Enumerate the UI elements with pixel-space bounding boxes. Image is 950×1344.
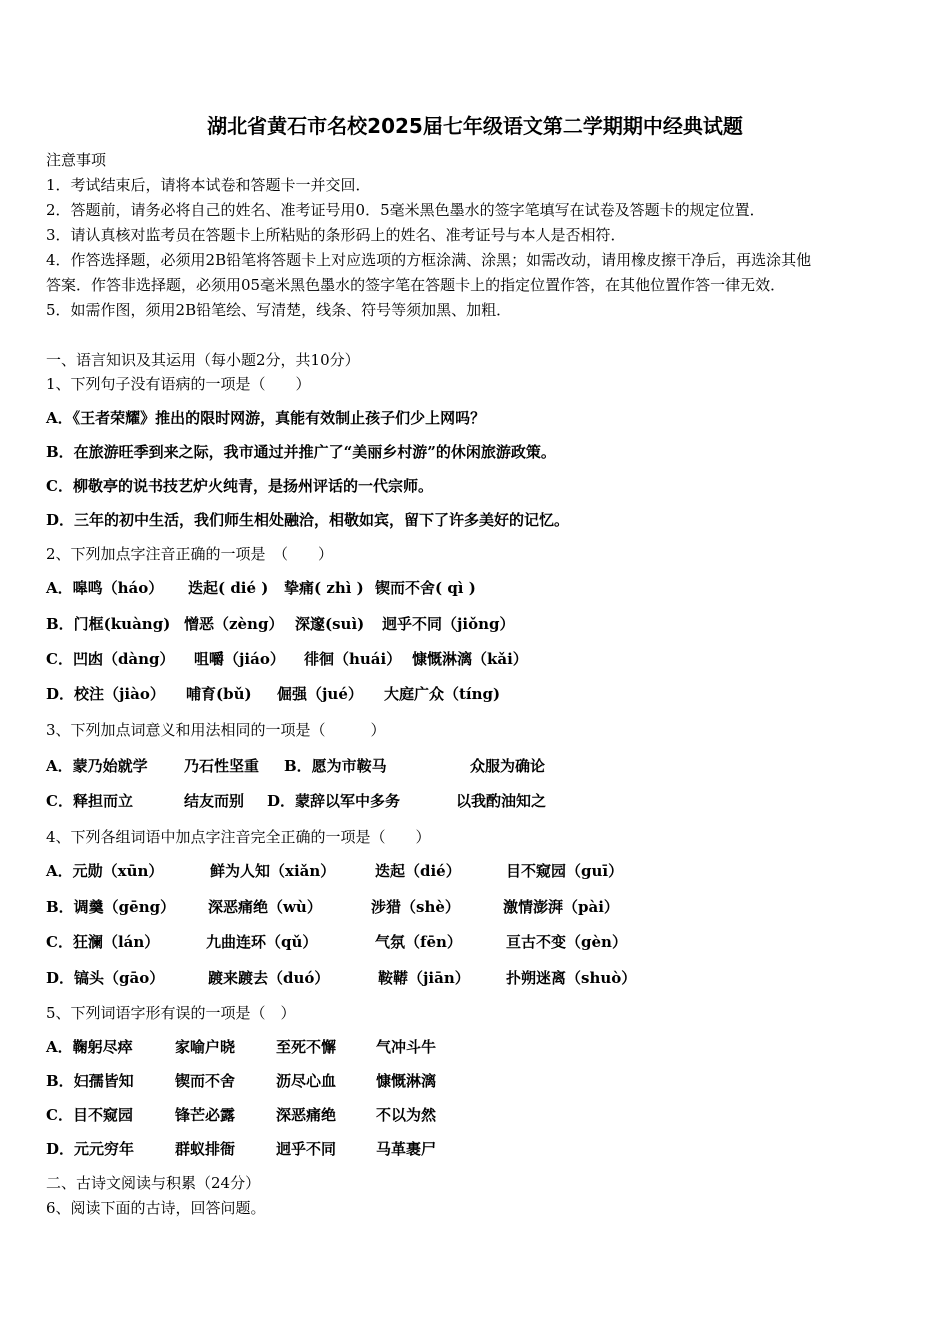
option-item: 憎恶（zèng） bbox=[184, 615, 284, 633]
option-item: 至死不懈 bbox=[276, 1038, 337, 1056]
option-item: 家喻户晓 bbox=[175, 1038, 236, 1056]
option-item: 迥乎不同 bbox=[276, 1140, 337, 1158]
option-c: C．狂澜（lán） bbox=[46, 933, 160, 951]
option-item: 激情澎湃（pài） bbox=[503, 898, 619, 916]
option-item: 鲜为人知（xiǎn） bbox=[210, 862, 336, 880]
question-stem: 6、阅读下面的古诗，回答问题。 bbox=[46, 1199, 266, 1217]
option-item: 深恶痛绝（wù） bbox=[208, 898, 322, 916]
option-item: 挚痛( zhì ) bbox=[284, 579, 364, 597]
option-item: 亘古不变（gèn） bbox=[506, 933, 627, 951]
option-item: 鞍鞯（jiān） bbox=[378, 969, 470, 987]
option-b: B．愿为市鞍马 bbox=[284, 757, 387, 775]
option-c: C．柳敬亭的说书技艺炉火纯青，是扬州评话的一代宗师。 bbox=[46, 477, 433, 495]
option-d: D．镐头（gāo） bbox=[46, 969, 165, 987]
option-item: 哺育(bǔ) bbox=[186, 685, 252, 703]
option-item: 马革裹尸 bbox=[376, 1140, 437, 1158]
option-item: 慷慨淋漓 bbox=[376, 1072, 437, 1090]
option-a: A．元勋（xūn） bbox=[46, 862, 164, 880]
option-item: 乃石性坚重 bbox=[184, 757, 260, 775]
option-item: 气氛（fēn） bbox=[375, 933, 462, 951]
option-item: 迭起（dié） bbox=[375, 862, 461, 880]
option-item: 众服为确论 bbox=[470, 757, 546, 775]
option-item: 不以为然 bbox=[376, 1106, 437, 1124]
option-item: 九曲连环（qǔ） bbox=[206, 933, 318, 951]
option-c: C．凹凼（dàng） bbox=[46, 650, 175, 668]
option-c: C．释担而立 bbox=[46, 792, 133, 810]
question-stem: 4、下列各组词语中加点字注音完全正确的一项是（ ） bbox=[46, 828, 431, 846]
option-d: D．蒙辞以军中多务 bbox=[267, 792, 401, 810]
option-item: 结友而别 bbox=[184, 792, 245, 810]
option-a: A．《王者荣耀》推出的限时网游，真能有效制止孩子们少上网吗？ bbox=[46, 409, 486, 427]
option-item: 以我酌油知之 bbox=[456, 792, 547, 810]
option-item: 深邃(suì) bbox=[295, 615, 365, 633]
question-stem: 3、下列加点词意义和用法相同的一项是（ ） bbox=[46, 721, 386, 739]
option-b: B．妇孺皆知 bbox=[46, 1072, 134, 1090]
question-stem: 2、下列加点字注音正确的一项是 （ ） bbox=[46, 545, 334, 563]
option-b: B．在旅游旺季到来之际，我市通过并推广了“美丽乡村游”的休闲旅游政策。 bbox=[46, 443, 556, 461]
option-item: 迥乎不同（jiǒng） bbox=[382, 615, 515, 633]
notice-heading: 注意事项 bbox=[46, 151, 107, 169]
option-d: D．三年的初中生活，我们师生相处融洽，相敬如宾，留下了许多美好的记忆。 bbox=[46, 511, 570, 529]
notice-item: 答案．作答非选择题，必须用05毫米黑色墨水的签字笔在答题卡上的指定位置作答，在其他位置作答一律无效． bbox=[46, 276, 786, 294]
option-item: 徘徊（huái） bbox=[304, 650, 402, 668]
section-heading: 二、古诗文阅读与积累（24分） bbox=[46, 1174, 261, 1192]
page-title: 湖北省黄石市名校2025届七年级语文第二学期期中经典试题 bbox=[207, 114, 743, 138]
option-b: B．调羹（gēng） bbox=[46, 898, 176, 916]
option-item: 倔强（jué） bbox=[277, 685, 363, 703]
option-a: A．鞠躬尽瘁 bbox=[46, 1038, 133, 1056]
option-b: B．门框(kuàng) bbox=[46, 615, 171, 633]
option-item: 迭起( dié ) bbox=[188, 579, 269, 597]
question-stem: 5、下列词语字形有误的一项是（ ） bbox=[46, 1004, 296, 1022]
option-d: D．校注（jiào） bbox=[46, 685, 165, 703]
notice-item: 2．答题前，请务必将自己的姓名、准考证号用0．5毫米黑色墨水的签字笔填写在试卷及答题卡的规定位置． bbox=[46, 201, 765, 219]
option-c: C．目不窥园 bbox=[46, 1106, 133, 1124]
option-item: 涉猎（shè） bbox=[371, 898, 460, 916]
notice-item: 3．请认真核对监考员在答题卡上所粘贴的条形码上的姓名、准考证号与本人是否相符． bbox=[46, 226, 626, 244]
option-item: 咀嚼（jiáo） bbox=[194, 650, 285, 668]
option-a: A．蒙乃始就学 bbox=[46, 757, 148, 775]
option-item: 气冲斗牛 bbox=[376, 1038, 437, 1056]
option-item: 锋芒必露 bbox=[175, 1106, 236, 1124]
option-item: 锲而不舍 bbox=[175, 1072, 236, 1090]
option-a: A．嗥鸣（háo） bbox=[46, 579, 164, 597]
notice-item: 1．考试结束后，请将本试卷和答题卡一并交回． bbox=[46, 176, 371, 194]
option-item: 目不窥园（guī） bbox=[506, 862, 624, 880]
notice-item: 4．作答选择题，必须用2B铅笔将答题卡上对应选项的方框涂满、涂黑；如需改动，请用橡皮擦干净后，再选涂其他 bbox=[46, 251, 812, 269]
option-item: 沥尽心血 bbox=[276, 1072, 337, 1090]
section-heading: 一、语言知识及其运用（每小题2分，共10分） bbox=[46, 351, 360, 369]
option-item: 锲而不舍( qì ) bbox=[375, 579, 476, 597]
option-item: 深恶痛绝 bbox=[276, 1106, 337, 1124]
option-item: 扑朔迷离（shuò） bbox=[506, 969, 637, 987]
option-item: 慷慨淋漓（kǎi） bbox=[412, 650, 528, 668]
option-item: 踱来踱去（duó） bbox=[208, 969, 330, 987]
option-item: 大庭广众（tíng) bbox=[384, 685, 501, 703]
option-item: 群蚁排衙 bbox=[175, 1140, 236, 1158]
notice-item: 5．如需作图，须用2B铅笔绘、写清楚，线条、符号等须加黑、加粗． bbox=[46, 301, 512, 319]
question-stem: 1、下列句子没有语病的一项是（ ） bbox=[46, 375, 311, 393]
option-d: D．元元穷年 bbox=[46, 1140, 135, 1158]
